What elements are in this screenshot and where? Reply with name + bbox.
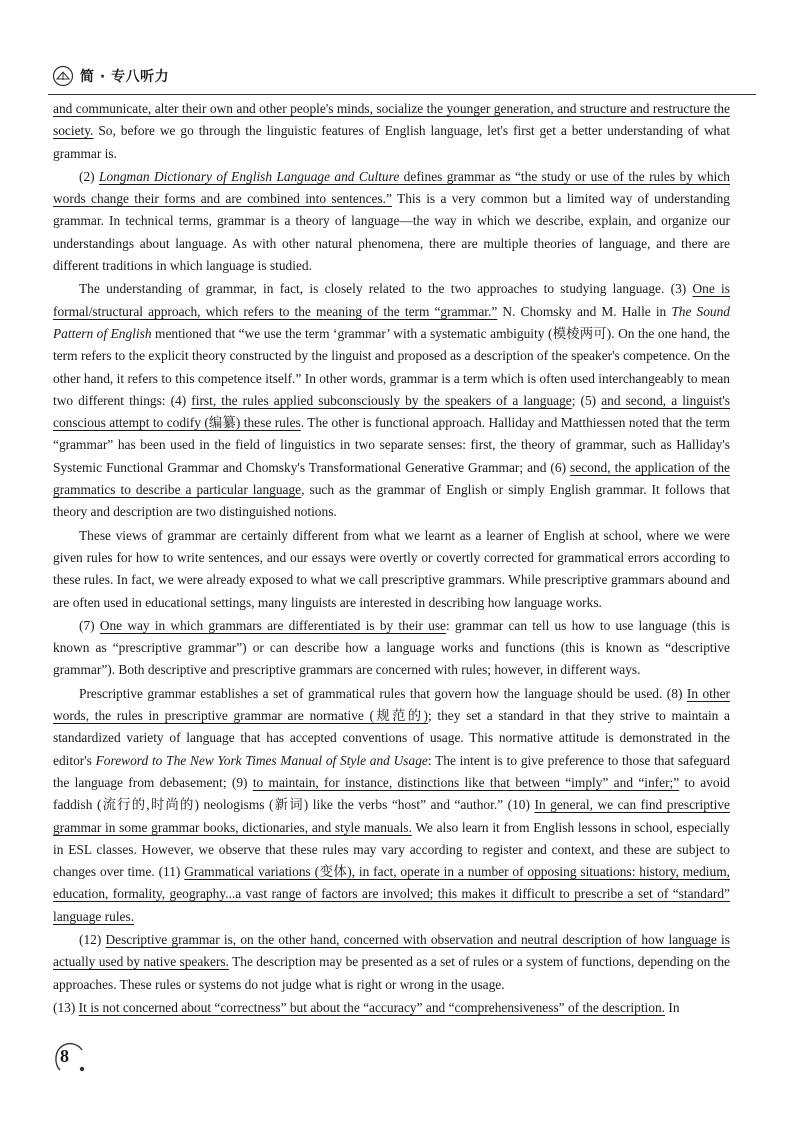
- paragraph: [53, 98, 730, 165]
- underlined-text: first, the rules applied subconsciously by the speakers of a language: [191, 392, 572, 408]
- paragraph: [53, 166, 730, 277]
- underlined-text: second, the application of the grammatics to describe a particular language: [53, 459, 730, 498]
- underlined-text: It is not concerned about “correctness” but about the “accuracy” and “comprehensiveness” of the description.: [78, 999, 666, 1015]
- page-number: 8: [60, 1046, 69, 1066]
- paragraph: [53, 997, 730, 1019]
- book-logo-icon: [52, 65, 74, 87]
- text-run: mentioned that “we use the term ‘grammar’ with a systematic ambiguity (模棱两可). On the one hand, the term refers to the explicit theory constructed by the linguist and proposed as a description of the speaker's competence. On the other hand, it refers to this competence itself.” In other words, grammar is a term which is often used interchangeably to mean two different things: (4): [53, 325, 730, 408]
- text-run: (7): [79, 617, 100, 633]
- underlined-text: In general, we can find prescriptive grammar in some grammar books, dictionaries, and style manuals.: [53, 797, 730, 835]
- underlined-text: One is formal/structural approach, which refers to the meaning of the term “grammar.”: [53, 281, 730, 319]
- text-run: These views of grammar are certainly different from what we learnt as a learner of English at school, where we were given rules for how to write sentences, and our essays were overtly or covertly corrected for grammatical errors according to these rules. In fact, we were already exposed to what we call prescriptive grammars. While prescriptive grammars abound and are often used in educational settings, many linguists are interested in describing how language works.: [53, 527, 730, 610]
- text-run: (13): [53, 999, 79, 1015]
- underlined-text: Longman Dictionary of English Language and Culture: [99, 168, 400, 184]
- underlined-text: Grammatical variations (变体), in fact, operate in a number of opposing situations: history, medium, education, formality, geography...a vast range of factors are involved; this makes it difficult to prescribe a set of “standard” language rules.: [53, 864, 730, 924]
- text-run: ; (5): [571, 392, 602, 408]
- underlined-text: and second, a linguist's conscious attempt to codify (编纂) these rules: [53, 392, 731, 431]
- underlined-text: Descriptive grammar is, on the other hand, concerned with observation and neutral description of how language is actually used by native speakers.: [53, 931, 730, 970]
- document-body: [53, 98, 730, 1020]
- text-run: This is a very common but a limited way of understanding grammar. In technical terms, grammar is a theory of language—the way in which we describe, explain, and organize our understandings about language. As with other natural phenomena, there are multiple theories of language, and there are different traditions in which language is studied.: [53, 191, 730, 274]
- paragraph: [53, 929, 730, 996]
- page-header: [52, 64, 169, 88]
- text-run: N. Chomsky and M. Halle in: [497, 303, 672, 319]
- text-run: ; they set a standard in that they strive to maintain a standardized variety of language that has accepted conventions of usage. This normative attitude is demonstrated in the editor's: [53, 708, 730, 768]
- text-run: (2): [79, 168, 99, 184]
- text-run: The understanding of grammar, in fact, is closely related to the two approaches to studying language. (3): [79, 281, 693, 297]
- series-title: 简 · 专八听力: [80, 69, 170, 85]
- page-number-ornament-icon: [52, 1040, 86, 1074]
- paragraph: [53, 683, 730, 928]
- italic-text: Foreword to The New York Times Manual of Style and Usage: [95, 752, 428, 768]
- header-divider: [48, 94, 756, 95]
- text-run: We also learn it from English lessons in school, especially in ESL classes. However, we observe that these rules may vary according to register and context, and these are subject to changes over time. (11): [53, 819, 730, 880]
- text-run: , such as the grammar of English or simply English grammar. It follows that theory and description are two distinguished notions.: [53, 482, 731, 520]
- underlined-text: to maintain, for instance, distinctions like that between “imply” and “infer;”: [252, 774, 680, 790]
- italic-text: The Sound Pattern of English: [53, 303, 731, 341]
- paragraph: [53, 615, 730, 682]
- underlined-text: defines grammar as “the study or use of the rules by which words change their forms and are combined into sentences.”: [53, 168, 730, 207]
- paragraph: [53, 278, 730, 523]
- text-run: Prescriptive grammar establishes a set of grammatical rules that govern how the language should be used. (8): [79, 685, 687, 701]
- text-run: (12): [79, 931, 106, 947]
- underlined-text: and communicate, alter their own and other people's minds, socialize the younger generation, and structure and restructure the society.: [53, 101, 730, 139]
- text-run: In: [665, 999, 680, 1015]
- paragraph: [53, 525, 730, 614]
- text-run: . The other is functional approach. Halliday and Matthiessen noted that the term “grammar” has been used in the field of linguistics in two separate senses: first, the theory of grammar, such as Halliday's Systemic Functional Grammar and Chomsky's Transformational Generative Grammar; and (6): [53, 415, 730, 475]
- text-run: So, before we go through the linguistic features of English language, let's first get a better understanding of what grammar is.: [53, 123, 730, 161]
- text-run: to avoid faddish (流行的,时尚的) neologisms (新词) like the verbs “host” and “author.” (10): [53, 774, 730, 813]
- underlined-text: In other words, the rules in prescriptive grammar are normative (规范的): [53, 685, 730, 724]
- text-run: : grammar can tell us how to use language (this is known as “prescriptive grammar”) or can describe how a language works and functions (this is known as “descriptive grammar”). Both descriptive and prescriptive grammars are concerned with rules; however, in different ways.: [53, 617, 730, 678]
- text-run: The description may be presented as a set of rules or a system of functions, depending on the approaches. These rules or systems do not judge what is right or wrong in the usage.: [53, 954, 730, 992]
- text-run: : The intent is to give preference to those that safeguard the language from debasement; (9): [53, 752, 730, 790]
- underlined-text: One way in which grammars are differentiated is by their use: [99, 617, 446, 633]
